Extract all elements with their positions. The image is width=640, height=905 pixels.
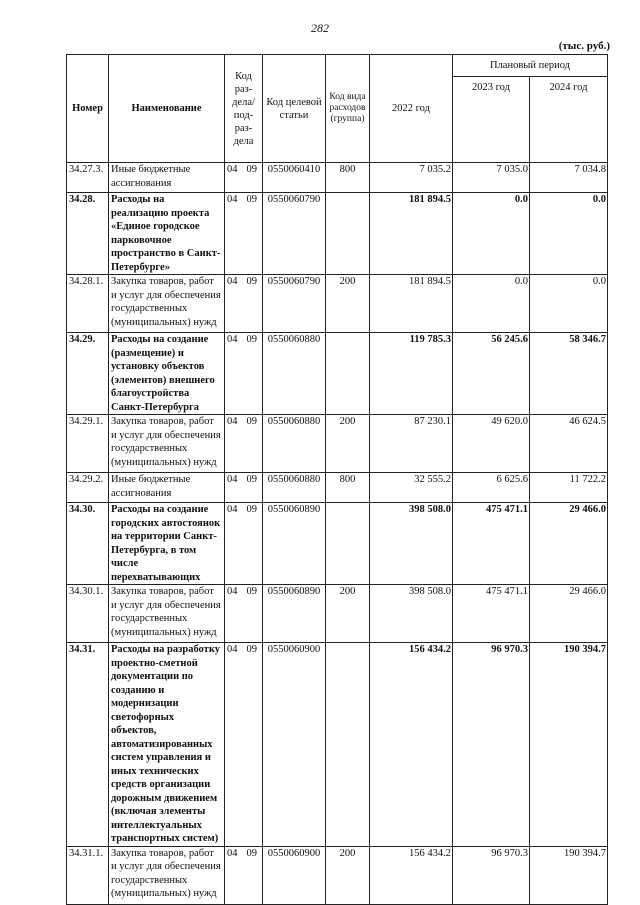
header-planned: Плановый период	[453, 55, 608, 77]
table-row	[67, 473, 608, 503]
row-2024: 58 346.7	[530, 333, 608, 415]
table-body	[67, 163, 608, 905]
row-2023: 7 035.0	[453, 163, 530, 193]
row-target: 0550060890	[263, 585, 326, 643]
row-2022: 181 894.5	[370, 193, 453, 275]
section-code: 04	[227, 334, 238, 345]
row-number: 34.31.1.	[67, 846, 109, 904]
row-number: 34.29.	[67, 333, 109, 415]
row-target: 0550060790	[263, 275, 326, 333]
header-number: Номер	[67, 55, 109, 163]
row-section	[225, 643, 263, 847]
row-section	[225, 275, 263, 333]
row-section	[225, 585, 263, 643]
row-number: 34.28.	[67, 193, 109, 275]
subsection-code: 09	[246, 474, 257, 485]
row-2023: 475 471.1	[453, 585, 530, 643]
section-code: 04	[227, 847, 238, 859]
row-expense-type: 800	[326, 473, 370, 503]
row-name: Закупка товаров, работ и услуг для обеспечения государственных (муниципальных) нужд	[109, 275, 225, 333]
table-row	[67, 643, 608, 847]
subsection-code: 09	[246, 164, 257, 175]
row-name: Расходы на создание (размещение) и установку объектов (элементов) внешнего благоустройства Санкт-Петербурга	[109, 333, 225, 415]
row-2022: 156 434.2	[370, 643, 453, 847]
table-row	[67, 503, 608, 585]
row-expense-type: 200	[326, 585, 370, 643]
row-2024: 0.0	[530, 275, 608, 333]
row-section	[225, 415, 263, 473]
row-target: 0550060410	[263, 163, 326, 193]
row-section	[225, 193, 263, 275]
row-number: 34.30.1.	[67, 585, 109, 643]
row-2023: 0.0	[453, 275, 530, 333]
row-target: 0550060880	[263, 333, 326, 415]
budget-table	[66, 54, 608, 905]
table-row	[67, 333, 608, 415]
table-row	[67, 846, 608, 904]
row-name: Расходы на реализацию проекта «Единое городское парковочное пространство в Санкт-Петербурге»	[109, 193, 225, 275]
section-code: 04	[227, 276, 238, 287]
row-name: Расходы на создание городских автостоянок на территории Санкт-Петербурга, в том числе перехватывающих	[109, 503, 225, 585]
row-expense-type: 200	[326, 846, 370, 904]
row-2024: 0.0	[530, 193, 608, 275]
subsection-code: 09	[246, 194, 257, 205]
row-expense-type: 200	[326, 415, 370, 473]
header-section-text: Код раз- дела/ под- раз- дела	[232, 70, 255, 147]
subsection-code: 09	[246, 504, 257, 515]
row-2022: 119 785.3	[370, 333, 453, 415]
section-code: 04	[227, 416, 238, 427]
row-target: 0550060890	[263, 503, 326, 585]
row-2023: 6 625.6	[453, 473, 530, 503]
subsection-code: 09	[246, 334, 257, 345]
row-2024: 46 624.5	[530, 415, 608, 473]
row-target: 0550060790	[263, 193, 326, 275]
row-target: 0550060900	[263, 846, 326, 904]
row-2022: 87 230.1	[370, 415, 453, 473]
row-2024: 29 466.0	[530, 585, 608, 643]
row-expense-type: 800	[326, 163, 370, 193]
row-expense-type: 200	[326, 275, 370, 333]
page-number: 282	[311, 21, 329, 35]
subsection-code: 09	[246, 276, 257, 287]
row-2022: 7 035.2	[370, 163, 453, 193]
subsection-code: 09	[246, 416, 257, 427]
row-number: 34.29.1.	[67, 415, 109, 473]
header-2024: 2024 год	[530, 77, 608, 163]
row-2024: 190 394.7	[530, 643, 608, 847]
header-target: Код целевой статьи	[263, 55, 326, 163]
row-target: 0550060880	[263, 415, 326, 473]
row-2022: 398 508.0	[370, 503, 453, 585]
row-2024: 7 034.8	[530, 163, 608, 193]
row-section	[225, 503, 263, 585]
row-section	[225, 473, 263, 503]
table-row	[67, 275, 608, 333]
subsection-code: 09	[246, 644, 257, 655]
row-name: Закупка товаров, работ и услуг для обеспечения государственных (муниципальных) нужд	[109, 846, 225, 904]
row-2023: 96 970.3	[453, 643, 530, 847]
row-2022: 156 434.2	[370, 846, 453, 904]
row-expense-type	[326, 503, 370, 585]
row-2023: 56 245.6	[453, 333, 530, 415]
row-name: Иные бюджетные ассигнования	[109, 473, 225, 503]
row-number: 34.30.	[67, 503, 109, 585]
row-2024: 11 722.2	[530, 473, 608, 503]
row-target: 0550060880	[263, 473, 326, 503]
header-2022: 2022 год	[370, 55, 453, 163]
header-name: Наименование	[109, 55, 225, 163]
row-number: 34.28.1.	[67, 275, 109, 333]
row-2024: 29 466.0	[530, 503, 608, 585]
section-code: 04	[227, 504, 238, 515]
row-section	[225, 163, 263, 193]
header-2023: 2023 год	[453, 77, 530, 163]
table-row	[67, 585, 608, 643]
row-section	[225, 333, 263, 415]
header-expense-type: Код вида расходов (группа)	[326, 55, 370, 163]
row-2023: 49 620.0	[453, 415, 530, 473]
row-number: 34.27.3.	[67, 163, 109, 193]
subsection-code: 09	[246, 586, 257, 597]
row-2022: 32 555.2	[370, 473, 453, 503]
row-2023: 96 970.3	[453, 846, 530, 904]
table-row	[67, 415, 608, 473]
section-code: 04	[227, 164, 238, 175]
row-2023: 475 471.1	[453, 503, 530, 585]
section-code: 04	[227, 194, 238, 205]
row-expense-type	[326, 333, 370, 415]
row-name: Расходы на разработку проектно-сметной документации по созданию и модернизации светофорных объектов, автоматизированных систем управления и иных технических средств организации дорожным движением (включая элементы интеллектуальных транспортных систем)	[109, 643, 225, 847]
row-2022: 181 894.5	[370, 275, 453, 333]
section-code: 04	[227, 644, 238, 655]
row-number: 34.31.	[67, 643, 109, 847]
row-name: Закупка товаров, работ и услуг для обеспечения государственных (муниципальных) нужд	[109, 415, 225, 473]
row-section	[225, 846, 263, 904]
units-label: (тыс. руб.)	[558, 40, 610, 52]
subsection-code: 09	[246, 847, 257, 859]
row-2022: 398 508.0	[370, 585, 453, 643]
row-expense-type	[326, 193, 370, 275]
row-2023: 0.0	[453, 193, 530, 275]
row-target: 0550060900	[263, 643, 326, 847]
row-2024: 190 394.7	[530, 846, 608, 904]
row-name: Закупка товаров, работ и услуг для обеспечения государственных (муниципальных) нужд	[109, 585, 225, 643]
row-expense-type	[326, 643, 370, 847]
table-row	[67, 163, 608, 193]
header-section	[225, 55, 263, 163]
table-row	[67, 193, 608, 275]
row-name: Иные бюджетные ассигнования	[109, 163, 225, 193]
row-number: 34.29.2.	[67, 473, 109, 503]
section-code: 04	[227, 474, 238, 485]
section-code: 04	[227, 586, 238, 597]
